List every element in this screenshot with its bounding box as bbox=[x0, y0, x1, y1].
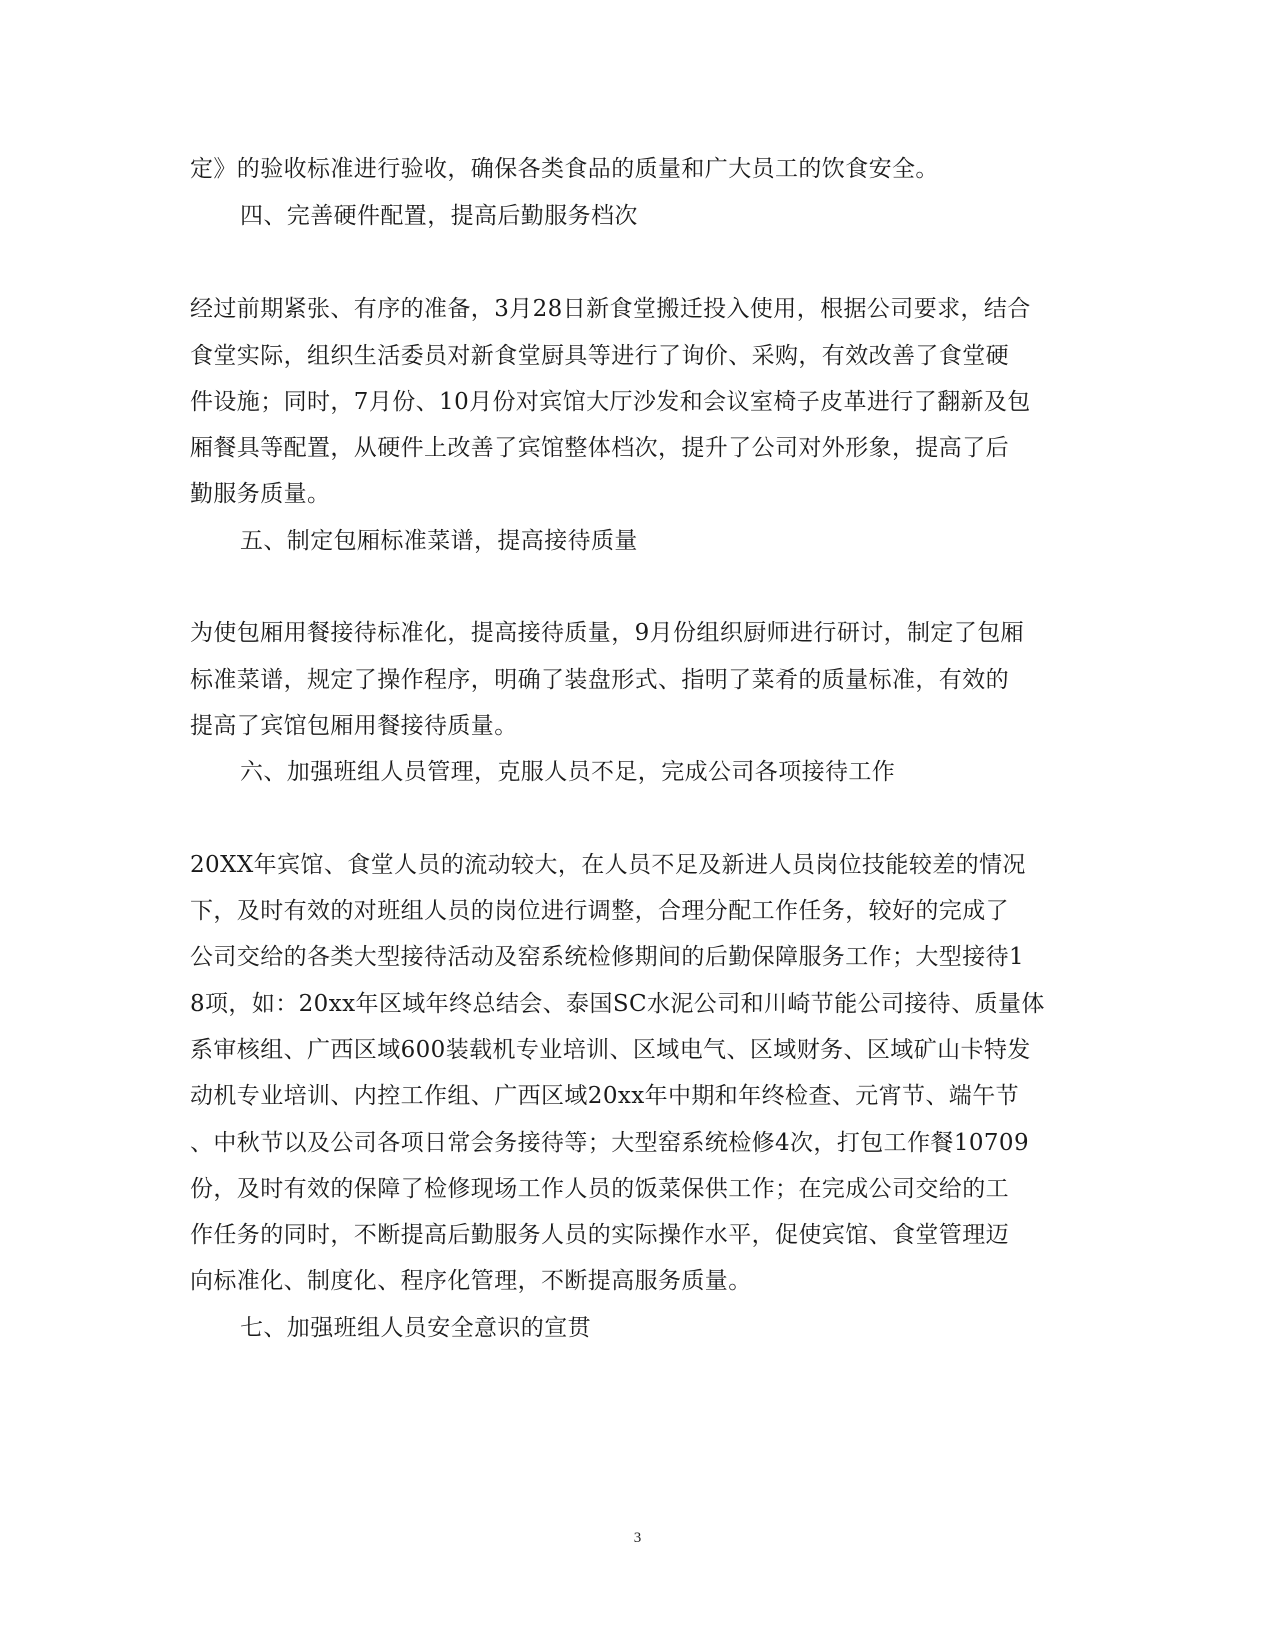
paragraph-line: 、中秋节以及公司各项日常会务接待等；大型窑系统检修4次，打包工作餐10709 bbox=[190, 1130, 1029, 1156]
paragraph-line: 公司交给的各类大型接待活动及窑系统检修期间的后勤保障服务工作；大型接待1 bbox=[190, 944, 1025, 970]
paragraph-line: 下，及时有效的对班组人员的岗位进行调整，合理分配工作任务，较好的完成了 bbox=[190, 898, 1009, 924]
section-heading: 七、加强班组人员安全意识的宣贯 bbox=[240, 1315, 591, 1341]
paragraph-line: 为使包厢用餐接待标准化，提高接待质量，9月份组织厨师进行研讨，制定了包厢 bbox=[190, 620, 1025, 646]
paragraph-line: 动机专业培训、内控工作组、广西区域20xx年中期和年终检查、元宵节、端午节 bbox=[190, 1083, 1020, 1109]
paragraph-line: 定》的验收标准进行验收，确保各类食品的质量和广大员工的饮食安全。 bbox=[190, 156, 939, 182]
paragraph-line: 标准菜谱，规定了操作程序，明确了装盘形式、指明了菜肴的质量标准，有效的 bbox=[190, 667, 1009, 693]
paragraph-line: 勤服务质量。 bbox=[190, 481, 331, 507]
paragraph-line: 件设施；同时，7月份、10月份对宾馆大厅沙发和会议室椅子皮革进行了翻新及包 bbox=[190, 389, 1031, 415]
section-heading: 四、完善硬件配置，提高后勤服务档次 bbox=[240, 203, 638, 229]
paragraph-line: 系审核组、广西区域600装载机专业培训、区域电气、区域财务、区域矿山卡特发 bbox=[190, 1037, 1031, 1063]
paragraph-line: 食堂实际，组织生活委员对新食堂厨具等进行了询价、采购，有效改善了食堂硬 bbox=[190, 343, 1009, 369]
section-heading: 五、制定包厢标准菜谱，提高接待质量 bbox=[240, 528, 638, 554]
paragraph-line: 作任务的同时，不断提高后勤服务人员的实际操作水平，促使宾馆、食堂管理迈 bbox=[190, 1222, 1009, 1248]
paragraph-line: 8项，如：20xx年区域年终总结会、泰国SC水泥公司和川崎节能公司接待、质量体 bbox=[190, 991, 1045, 1017]
paragraph-line: 份，及时有效的保障了检修现场工作人员的饭菜保供工作；在完成公司交给的工 bbox=[190, 1176, 1009, 1202]
section-heading: 六、加强班组人员管理，克服人员不足，完成公司各项接待工作 bbox=[240, 759, 896, 785]
paragraph-line: 向标准化、制度化、程序化管理，不断提高服务质量。 bbox=[190, 1268, 752, 1294]
paragraph-line: 经过前期紧张、有序的准备，3月28日新食堂搬迁投入使用，根据公司要求，结合 bbox=[190, 296, 1031, 322]
page-number: 3 bbox=[633, 1530, 642, 1546]
paragraph-line: 提高了宾馆包厢用餐接待质量。 bbox=[190, 713, 518, 739]
paragraph-line: 厢餐具等配置，从硬件上改善了宾馆整体档次，提升了公司对外形象，提高了后 bbox=[190, 435, 1009, 461]
paragraph-line: 20XX年宾馆、食堂人员的流动较大，在人员不足及新进人员岗位技能较差的情况 bbox=[190, 852, 1026, 878]
